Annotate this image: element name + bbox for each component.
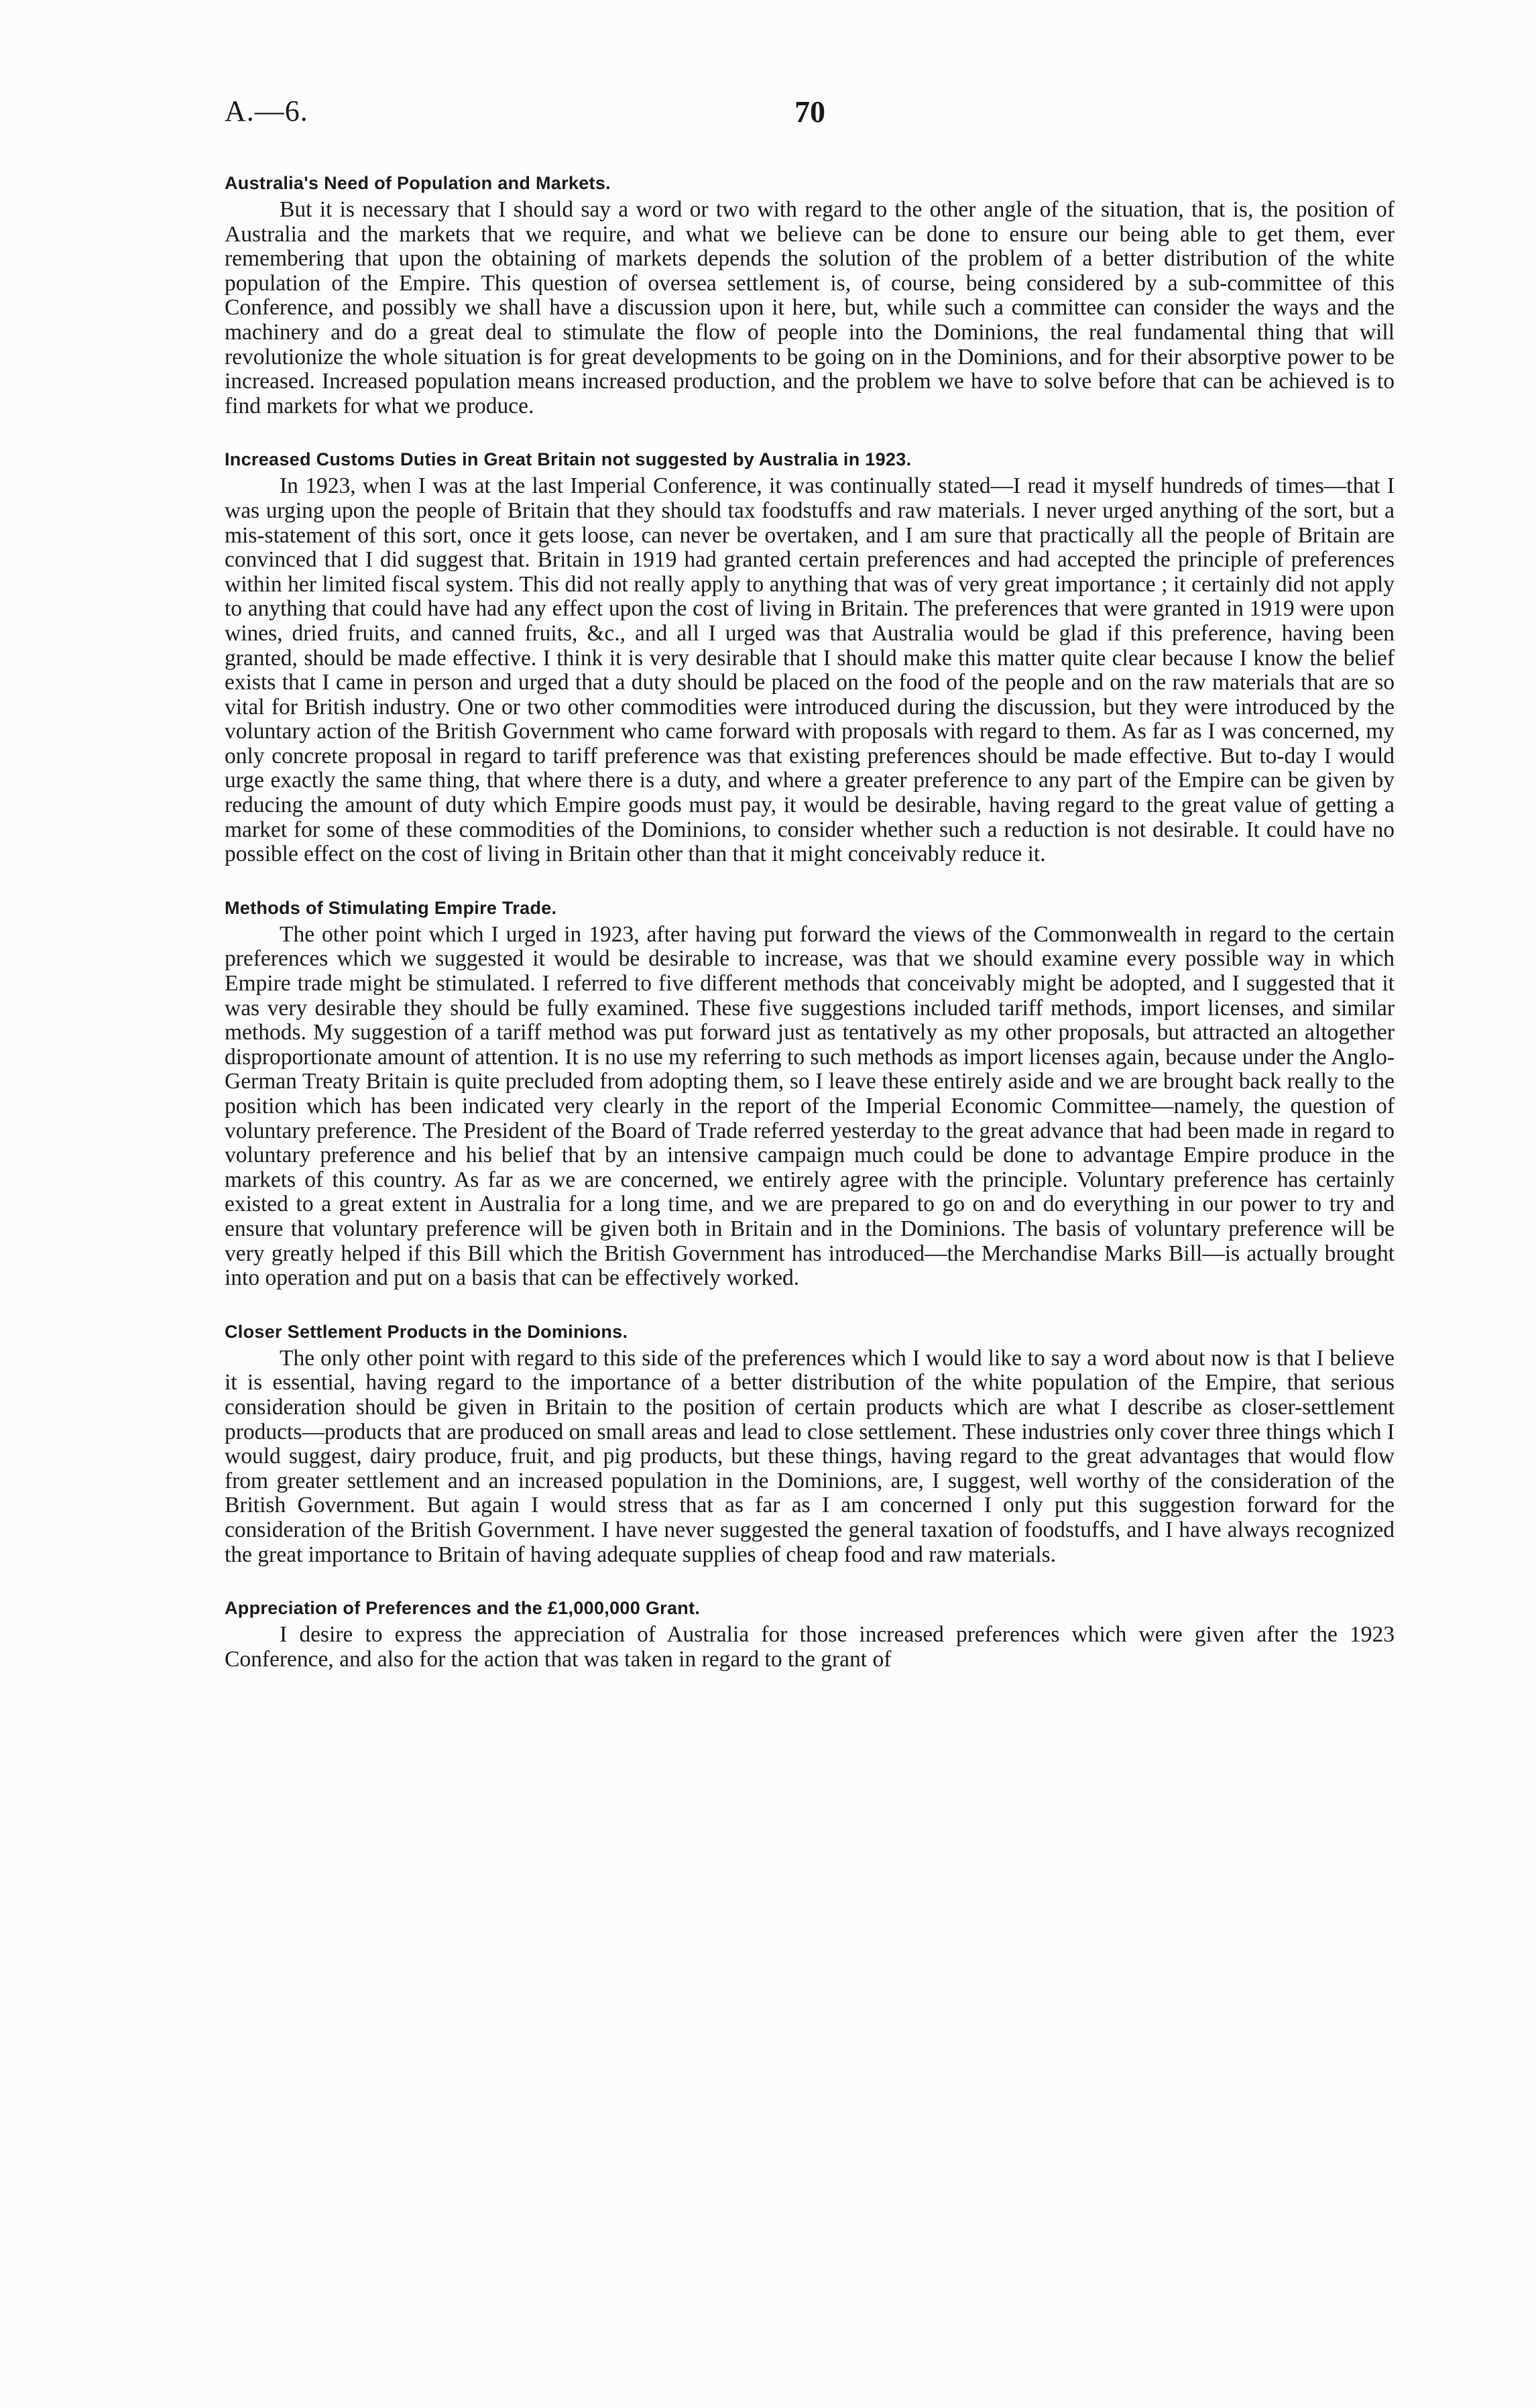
section-paragraph: I desire to express the appreciation of Australia for those increased preferences which were given after the 1923 Conference, and also for the action that was taken in regard to the grant of — [225, 1622, 1395, 1672]
section-heading: Methods of Stimulating Empire Trade. — [225, 897, 557, 918]
document-reference: A.—6. — [225, 95, 308, 127]
section-paragraph: But it is necessary that I should say a word or two with regard to the other angle of the situation, that is, the position of Australia and the markets that we require, and what we believe can be done to ensure our being able to get them, ever remembering that upon the obtaining of markets depends the solution of the problem of a better distribution of the white population of the Empire. This question of oversea settlement is, of course, being considered by a sub-committee of this Conference, and possibly we shall have a discussion upon it here, but, while such a committee can consider the ways and the machinery and do a great deal to stimulate the flow of people into the Dominions, the real fundamental thing that will revolutionize the whole situation is for great developments to be going on in the Dominions, and for their absorptive power to be increased. Increased population means increased production, and the problem we have to solve before that can be achieved is to find markets for what we produce. — [225, 197, 1395, 418]
section-heading: Appreciation of Preferences and the £1,000,000 Grant. — [225, 1598, 701, 1619]
section-heading: Increased Customs Duties in Great Britain not suggested by Australia in 1923. — [225, 449, 912, 470]
section-heading: Closer Settlement Products in the Dominions. — [225, 1321, 628, 1342]
section-paragraph: The only other point with regard to this side of the preferences which I would like to say a word about now is that I believe it is essential, having regard to the importance of a better distribution of the white population of the Empire, that serious consideration should be given in Britain to the position of certain products which are what I describe as closer-settlement products—products that are produced on small areas and lead to close settlement. These industries only cover three things which I would suggest, dairy produce, fruit, and pig products, but these things, having regard to the great advantages that would flow from greater settlement and an increased population in the Dominions, are, I suggest, well worthy of the consideration of the British Government. But again I would stress that as far as I am concerned I only put this suggestion forward for the consideration of the British Government. I have never suggested the general taxation of foodstuffs, and I have always recognized the great importance to Britain of having adequate supplies of cheap food and raw materials. — [225, 1345, 1395, 1567]
section-appreciation-grant — [225, 1598, 1395, 1672]
section-paragraph: The other point which I urged in 1923, after having put forward the views of the Commonwealth in regard to the certain preferences which we suggested it would be desirable to increase, was that we should examine every possible way in which Empire trade might be stimulated. I referred to five different methods that conceivably might be adopted, and I suggested that it was very desirable they should be fully examined. These five suggestions included tariff methods, import licenses, and similar methods. My suggestion of a tariff method was put forward just as tentatively as my other proposals, but attracted an altogether disproportionate amount of attention. It is no use my referring to such methods as import licenses again, because under the Anglo-German Treaty Britain is quite precluded from adopting them, so I leave these entirely aside and we are brought back really to the position which has been indicated very clearly in the report of the Imperial Economic Committee—namely, the question of voluntary preference. The President of the Board of Trade referred yesterday to the great advance that had been made in regard to voluntary preference and his belief that by an intensive campaign much could be done to advantage Empire produce in the markets of this country. As far as we are concerned, we entirely agree with the principle. Voluntary preference has certainly existed to a great extent in Australia for a long time, and we are prepared to go on and do everything in our power to try and ensure that voluntary preference will be given both in Britain and in the Dominions. The basis of voluntary preference will be very greatly helped if this Bill which the British Government has introduced—the Merchandise Marks Bill—is actually brought into operation and put on a basis that can be effectively worked. — [225, 921, 1395, 1291]
page-number: 70 — [794, 95, 825, 129]
section-population-markets — [225, 173, 1395, 418]
document-body — [225, 173, 1395, 1672]
section-paragraph: In 1923, when I was at the last Imperial Conference, it was continually stated—I read it myself hundreds of times—that I was urging upon the people of Britain that they should tax foodstuffs and raw materials. I never urged anything of the sort, but a mis-statement of this sort, once it gets loose, can never be overtaken, and I am sure that practically all the people of Britain are convinced that I did suggest that. Britain in 1919 had granted certain preferences and had accepted the principle of preferences within her limited fiscal system. This did not really apply to anything that was of very great importance ; it certainly did not apply to anything that could have had any effect upon the cost of living in Britain. The preferences that were granted in 1919 were upon wines, dried fruits, and canned fruits, &c., and all I urged was that Australia would be glad if this preference, having been granted, should be made effective. I think it is very desirable that I should make this matter quite clear because I know the belief exists that I came in person and urged that a duty should be placed on the food of the people and on the raw materials that are so vital for British industry. One or two other commodities were introduced during the discussion, but they were introduced by the voluntary action of the British Government who came forward with proposals with regard to them. As far as I was concerned, my only concrete proposal in regard to tariff preference was that existing preferences should be made effective. But to-day I would urge exactly the same thing, that where there is a duty, and where a greater preference to any part of the Empire can be given by reducing the amount of duty which Empire goods must pay, it would be desirable, having regard to the great value of getting a market for some of these commodities of the Dominions, to consider whether such a reduction is not desirable. It could have no possible effect on the cost of living in Britain other than that it might conceivably reduce it. — [225, 473, 1395, 867]
section-heading: Australia's Need of Population and Markets. — [225, 173, 611, 193]
section-closer-settlement — [225, 1322, 1395, 1567]
section-customs-duties — [225, 449, 1395, 867]
section-empire-trade — [225, 898, 1395, 1291]
